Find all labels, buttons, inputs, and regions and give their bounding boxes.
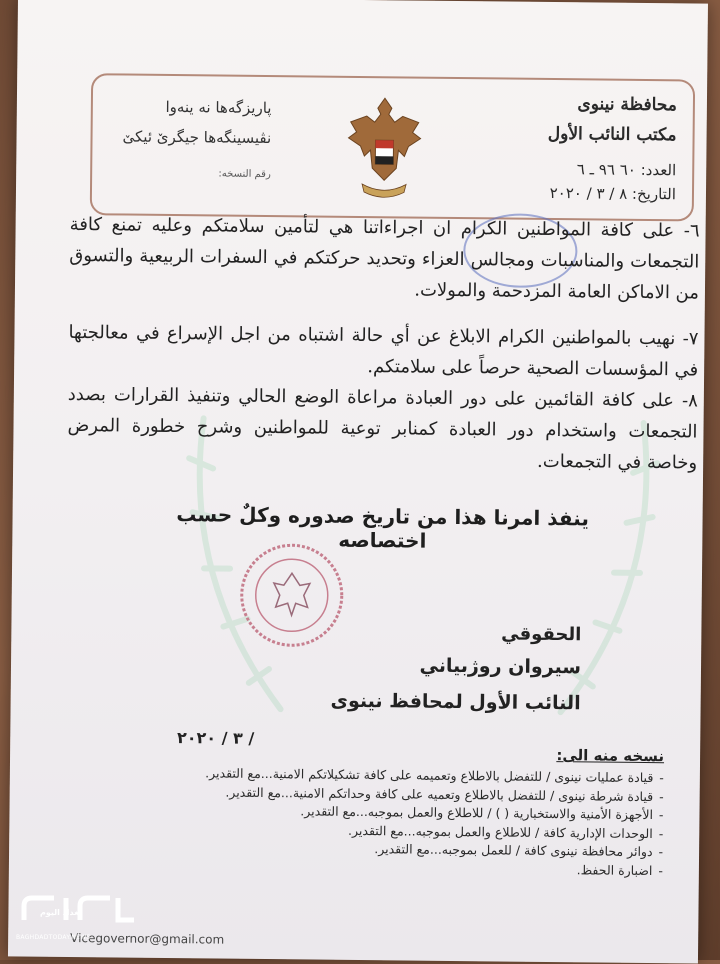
copy-to-item: - قيادة عمليات نينوى / للتفضل بالاطلاع وتعميمه على كافة تشكيلاتكم الامنية...مع التقدير. (104, 763, 664, 787)
signatory-position: النائب الأول لمحافظ نينوى (330, 689, 581, 715)
letterhead (90, 73, 695, 221)
logo-brand-text: بغداد اليوم (40, 908, 82, 917)
baghdad-today-logo (14, 880, 144, 950)
copy-to-item: - الأجهزة الأمنية والاستخبارية ( ) / للاطلاع والعمل بموجبه...مع التقدير. (103, 800, 663, 824)
document-number: العدد: ٦٠ ٩٦ ـ ٦ (576, 160, 677, 180)
copy-to-item: - قيادة شرطة نينوى / للتفضل بالاطلاع وتعميه على كافة وحداتكم الامنية...مع التقدير. (104, 782, 664, 806)
letterhead-kurdish (122, 97, 271, 180)
paragraph-6-number: ٦- (683, 220, 700, 242)
paragraph-8 (67, 379, 698, 479)
signatory-name: سيروان روژبياني (419, 654, 582, 679)
copy-number-label: رقم النسخه: (218, 168, 271, 181)
baghdad-today-logo-icon (14, 880, 144, 932)
copy-to-item: - دوائر محافظة نينوى كافة / للعمل بموجبه...مع التقدير. (103, 837, 663, 861)
paragraph-7-text: نهيب بالمواطنين الكرام الابلاغ عن أي حالة اشتباه من اجل الإسراع في معالجتها في المؤسسات الصحية حرصاً على سلامتكم. (68, 321, 699, 381)
document-paper (8, 0, 708, 964)
office-name: مكتب النائب الأول (547, 123, 677, 146)
paragraph-7-number: ٧- (682, 328, 699, 350)
copy-to-list (103, 763, 664, 880)
paragraph-8-number: ٨- (681, 390, 698, 412)
iraq-eagle-emblem-icon (342, 92, 427, 209)
signature-date: / ٣ / ٢٠٢٠ (176, 728, 255, 748)
governorate-name: محافظة نينوى (577, 94, 678, 116)
execution-order-line: ينفذ امرنا هذا من تاريخ صدوره وكلٌ حسب اختصاصه (176, 502, 590, 553)
copy-to-item: - الوحدات الإدارية كافة / للاطلاع والعمل بموجبه...مع التقدير. (103, 819, 663, 843)
paragraph-6-text: على كافة المواطنين الكرام ان اجراءاتنا هي لتأمين سلامتكم وعليه تمنع كافة التجمعات والمناسبات ومجالس العزاء وتحديد حركتكم في السفرات الربيعية والتسوق من الاماكن العامة المزدحمة والمولات. (69, 213, 700, 304)
signatory-title: الحقوقي (501, 623, 582, 646)
paragraph-6 (69, 209, 700, 309)
paragraph-8-text: على كافة القائمين على دور العبادة مراعاة الوضع الحالي وتنفيذ القرارات بصدد التجمعات واستخدام دور العبادة كمنابر توعية للمواطنين وشرح خطورة المرض وخاصة في التجمعات. (67, 383, 698, 474)
kurdish-governorate: پاریزگەها نه ینەوا (165, 97, 272, 118)
logo-site-text: BAGHDADTODAY.NEWS (16, 934, 91, 941)
copy-to-title: نسخه منه الى: (556, 746, 665, 766)
copy-to-item: - اضبارة الحفظ. (103, 856, 663, 880)
paragraph-7 (68, 317, 699, 386)
letterhead-arabic (547, 94, 677, 203)
document-date: التاريخ: ٨ / ٣ / ٢٠٢٠ (549, 183, 677, 204)
kurdish-office: نڤیسینگەها جیگرێ ئیکێ (122, 127, 272, 148)
footer-email: Vicegovernor@gmail.com (70, 930, 225, 947)
